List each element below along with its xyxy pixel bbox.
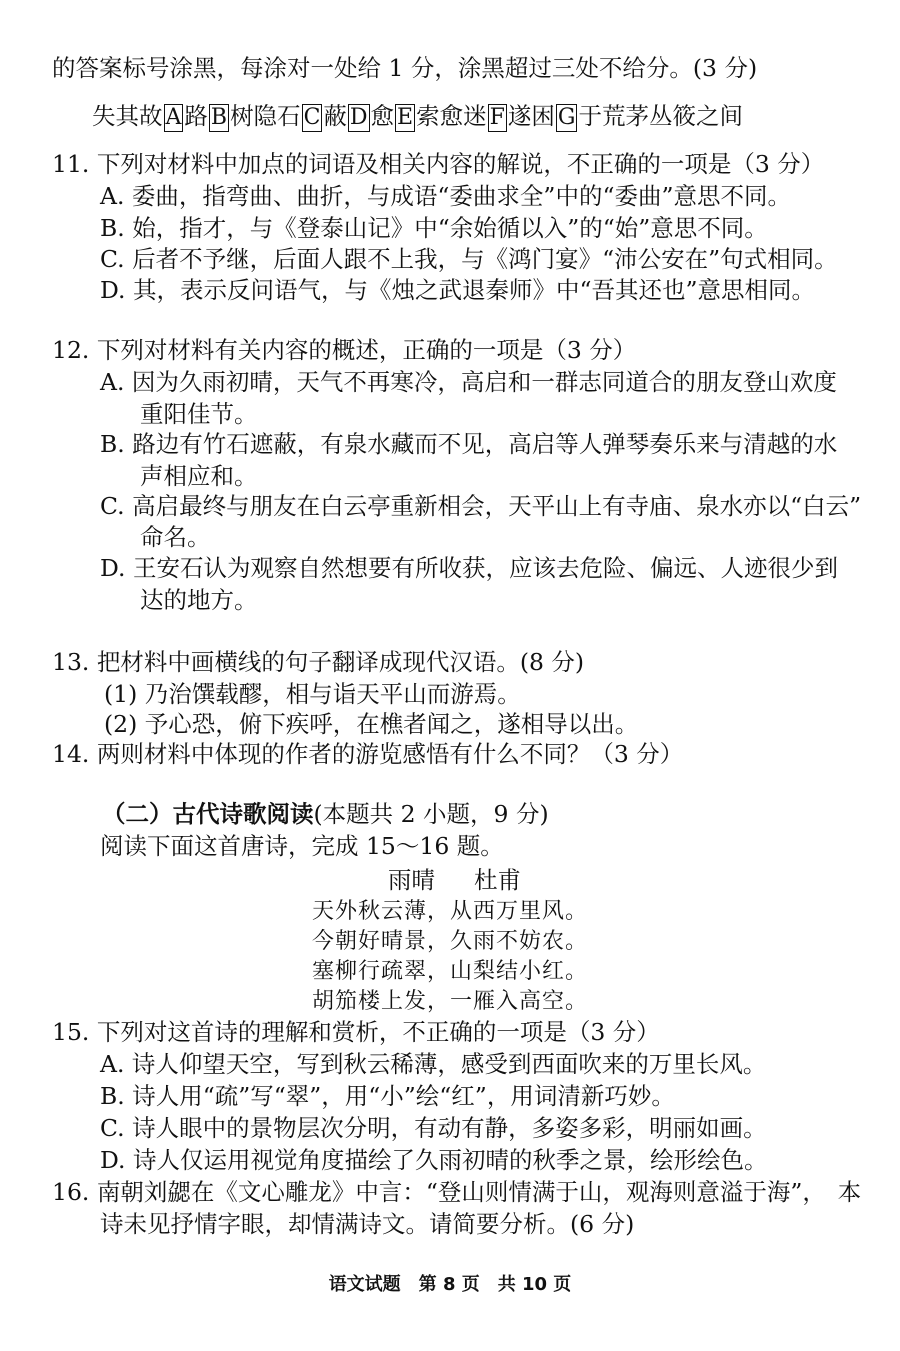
answer-box-c: C [303,104,321,130]
q15-stem: 15. 下列对这首诗的理解和赏析，不正确的一项是（3 分） [52,1018,660,1046]
poem-line-1: 天外秋云薄，从西万里风。 [312,899,589,924]
q11-option-b: B. 始，指才，与《登泰山记》中“余始循以入”的“始”意思不同。 [100,214,768,242]
q15-option-d: D. 诗人仅运用视觉角度描绘了久雨初晴的秋季之景，绘形绘色。 [100,1146,768,1174]
q16-line-2: 诗未见抒情字眼，却情满诗文。请简要分析。(6 分) [100,1210,635,1238]
answer-box-e: E [397,104,414,130]
q15-option-b: B. 诗人用“疏”写“翠”，用“小”绘“红”，用词清新巧妙。 [100,1082,675,1110]
segment-text: 蔽 [323,102,347,130]
answer-box-a: A [165,104,182,130]
q15-option-a: A. 诗人仰望天空，写到秋云稀薄，感受到西面吹来的万里长风。 [100,1050,767,1078]
answer-box-g: G [557,104,576,130]
q12-stem: 12. 下列对材料有关内容的概述，正确的一项是（3 分） [52,336,637,364]
segment-text: 树隐石 [230,102,301,130]
q13-stem: 13. 把材料中画横线的句子翻译成现代汉语。(8 分) [52,648,585,676]
poem-author: 杜甫 [474,866,521,894]
answer-box-d: D [349,104,368,130]
q11-option-d: D. 其，表示反问语气，与《烛之武退秦师》中“吾其还也”意思相同。 [100,276,815,304]
section2-title: （二）古代诗歌阅读 [102,800,314,828]
q10-tail-text: 的答案标号涂黑，每涂对一处给 1 分，涂黑超过三处不给分。(3 分) [52,54,758,82]
segment-text: 失其故 [92,102,163,130]
section2-note: (本题共 2 小题，9 分) [313,800,549,828]
q12-option-a-line1: A. 因为久雨初晴，天气不再寒冷，高启和一群志同道合的朋友登山欢度 [100,368,837,396]
q12-option-c-line2: 命名。 [140,523,211,551]
segment-text: 路 [184,102,208,130]
section2-heading [102,798,549,830]
q15-option-c: C. 诗人眼中的景物层次分明，有动有静，多姿多彩，明丽如画。 [100,1114,767,1142]
q11-option-c: C. 后者不予继，后面人跟不上我，与《鸿门宴》“沛公安在”句式相同。 [100,245,838,273]
segment-text: 索愈迷 [416,102,487,130]
answer-box-b: B [210,104,228,130]
poem-line-3: 塞柳行疏翠，山梨结小红。 [312,959,589,984]
poem-line-2: 今朝好晴景，久雨不妨农。 [312,929,589,954]
q14-stem: 14. 两则材料中体现的作者的游览感悟有什么不同？（3 分） [52,740,684,768]
q13-sentence-2: (2) 予心恐，俯下疾呼，在樵者闻之，遂相导以出。 [104,710,639,738]
section2-intro: 阅读下面这首唐诗，完成 15～16 题。 [100,832,504,860]
poem-title: 雨晴 [388,866,435,894]
page-footer: 语文试题 第 8 页 共 10 页 [328,1274,572,1295]
q10-segment-line [92,100,743,132]
segment-text: 遂困 [507,102,555,130]
q11-option-a: A. 委曲，指弯曲、曲折，与成语“委曲求全”中的“委曲”意思不同。 [100,182,791,210]
q11-stem: 11. 下列对材料中加点的词语及相关内容的解说，不正确的一项是（3 分） [52,150,825,178]
answer-box-f: F [489,104,505,130]
q13-sentence-1: (1) 乃治馔载醪，相与诣天平山而游焉。 [104,680,521,708]
q12-option-a-line2: 重阳佳节。 [140,400,258,428]
q12-option-b-line1: B. 路边有竹石遮蔽，有泉水藏而不见，高启等人弹琴奏乐来与清越的水 [100,430,838,458]
segment-text: 愈 [370,102,395,130]
segment-text: 于荒茅丛筱之间 [578,102,743,130]
q12-option-d-line2: 达的地方。 [140,586,258,614]
q16-line-1: 16. 南朝刘勰在《文心雕龙》中言：“登山则情满于山，观海则意溢于海”， 本 [52,1178,862,1206]
q12-option-c-line1: C. 高启最终与朋友在白云亭重新相会，天平山上有寺庙、泉水亦以“白云” [100,492,862,520]
q12-option-d-line1: D. 王安石认为观察自然想要有所收获，应该去危险、偏远、人迹很少到 [100,554,838,582]
poem-line-4: 胡笳楼上发，一雁入高空。 [312,989,589,1014]
q12-option-b-line2: 声相应和。 [140,462,258,490]
